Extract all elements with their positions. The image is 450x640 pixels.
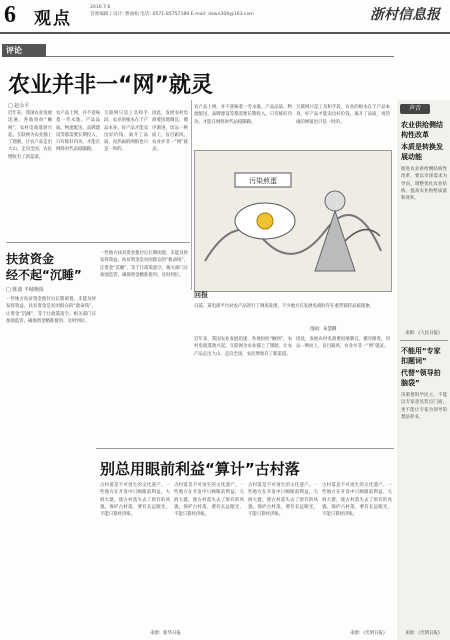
article2-byline: □ 陈波 羊城晚报 xyxy=(6,287,44,293)
column-rule xyxy=(191,100,192,290)
section-tab-commentary: 评论 xyxy=(2,44,46,57)
sidebar-tag: 声音 xyxy=(400,104,430,114)
cartoon-caption-text: 日前，某电商平台对农产品进行了调查发现，不少地方在发展电商时存在重营销轻品质现象。 xyxy=(194,304,375,309)
article3-column-2: 古村落是不可再生的文化遗产。一些地方在开发中只顾眼前利益，大拆大建，使古村落失去了原有的风貌。保护古村落，要有长远眼光，不能只算经济账。 xyxy=(174,483,244,518)
cartoon-sign-text: 污染煎蛋 xyxy=(249,177,277,185)
article1-column-7: 因此，发展农村电商要因地制宜，循序渐进，切忌一哄而上，盲目跟风。农业并非一“网”就灵。 xyxy=(296,337,390,350)
sidebar-title2-line2: 代替“领导拍脑袋” xyxy=(401,369,441,387)
section-divider xyxy=(46,56,394,57)
editor-contact: 首席编辑 / 设计: 曹丽娟 电话: 0571-85757189 E-mail: dawn306@163.com xyxy=(90,12,254,17)
page-number: 6 xyxy=(4,2,16,28)
article1-column-4: 因此，发展农村电商要因地制宜，循序渐进，切忌一哄而上，盲目跟风。农业并非一“网”就灵。 xyxy=(152,111,188,153)
article2-body-2: 一些地方扶贫资金拨付后长期闲置，未能及时发挥效益。扶贫资金是贫困群众的“救命钱”，让资金“沉睡”，等于让政策落空。相关部门应加强监管，确保资金精准使用、及时到位。 xyxy=(100,251,188,278)
sidebar-title1-line1: 农业供给侧结构性改革 xyxy=(401,121,443,139)
sidebar-text1: 推进农业供给侧结构性改革，要以市场需求为导向，调整优化农业结构，提高农业供给质量和效率。 xyxy=(401,167,447,202)
article2-body-1: 一些地方扶贫资金拨付后长期闲置，未能及时发挥效益。扶贫资金是贫困群众的“救命钱”，让资金“沉睡”，等于让政策落空。相关部门应加强监管，确保资金精准使用、及时到位。 xyxy=(6,297,96,324)
article3-divider xyxy=(96,448,394,449)
article1-headline: 农业并非一“网”就灵 xyxy=(8,73,213,98)
header-meta xyxy=(90,4,290,18)
article3-column-4: 古村落是不可再生的文化遗产。一些地方在开发中只顾眼前利益，大拆大建，使古村落失去了原有的风貌。保护古村落，要有长远眼光，不能只算经济账。 xyxy=(322,483,392,518)
cartoon-credit: 漫画：朱慧卿 xyxy=(310,327,337,332)
sidebar-divider xyxy=(400,340,448,341)
article1-column-8: 近年来，我国农业发展迅速，各地纷纷“触网”，农村电商蓬勃兴起。互联网为农业插上了翅膀，让农产品走出大山、走向全国，农民增收有了新渠道。 xyxy=(194,337,292,357)
article3-column-3: 古村落是不可再生的文化遗产。一些地方在开发中只顾眼前利益，大拆大建，使古村落失去了原有的风貌。保护古村落，要有长远眼光，不能只算经济账。 xyxy=(248,483,318,518)
article3-headline: 别总用眼前利益“算计”古村落 xyxy=(100,460,300,478)
article1-column-1: 近年来，我国农业发展迅速，各地纷纷“触网”，农村电商蓬勃兴起。互联网为农业插上了翅膀，让农产品走出大山、走向全国，农民增收有了新渠道。 xyxy=(8,111,52,160)
page-header xyxy=(0,0,450,34)
article1-byline: □ 赵永平 xyxy=(8,103,30,109)
editorial-cartoon xyxy=(194,150,392,292)
article3-column-1: 古村落是不可再生的文化遗产。一些地方在开发中只顾眼前利益，大拆大建，使古村落失去了原有的风貌。保护古村落，要有长远眼光，不能只算经济账。 xyxy=(100,483,170,518)
article1-column-5: 农产品上网，并不意味着一劳永逸。产品品质、物流配送、品牌建设等都需要长期投入，只有练好内功，才能在网络时代站稳脚跟。 xyxy=(194,105,292,125)
sidebar-source1: 来源：《人民日报》 xyxy=(405,331,443,336)
article1-column-3: 互联网只是工具和手段，农业的根本在于产品本身。好产品才能卖出好价钱，离开了品质，再热闹的网销也只是一时的。 xyxy=(104,111,148,153)
sidebar-title2-line1: 不能用“专家扣题词” xyxy=(401,347,441,365)
sidebar-text2: 决策要科学民主，不能以专家意见装点门面，更不能让专家为领导的想法背书。 xyxy=(401,393,447,420)
cartoon-caption xyxy=(194,292,390,300)
masthead-logo: 浙村信息报 xyxy=(370,7,440,23)
cartoon-caption-title: 回报 xyxy=(194,291,208,299)
article1-column-2: 农产品上网，并不意味着一劳永逸。产品品质、物流配送、品牌建设等都需要长期投入，只有练好内功，才能在网络时代站稳脚跟。 xyxy=(56,111,100,153)
article-divider xyxy=(6,242,190,243)
article1-column-6: 互联网只是工具和手段，农业的根本在于产品本身。好产品才能卖出好价钱，离开了品质，再热闹的网销也只是一时的。 xyxy=(296,105,390,125)
cartoon-drawing xyxy=(195,151,391,291)
article3-source: 来源：《光明日报》 xyxy=(350,631,388,636)
section-category: 观点 xyxy=(34,9,72,29)
article2-headline-line1: 扶贫资金 xyxy=(6,252,55,266)
issue-date: 2016.7.6 xyxy=(90,5,111,10)
article2-source: 来源：新华日报 xyxy=(150,631,181,636)
sidebar-source2: 来源：《光明日报》 xyxy=(405,631,443,636)
article2-headline-line2: 经不起“沉睡” xyxy=(6,268,82,282)
sidebar-title1-line2: 本质是转换发展动能 xyxy=(401,143,443,161)
